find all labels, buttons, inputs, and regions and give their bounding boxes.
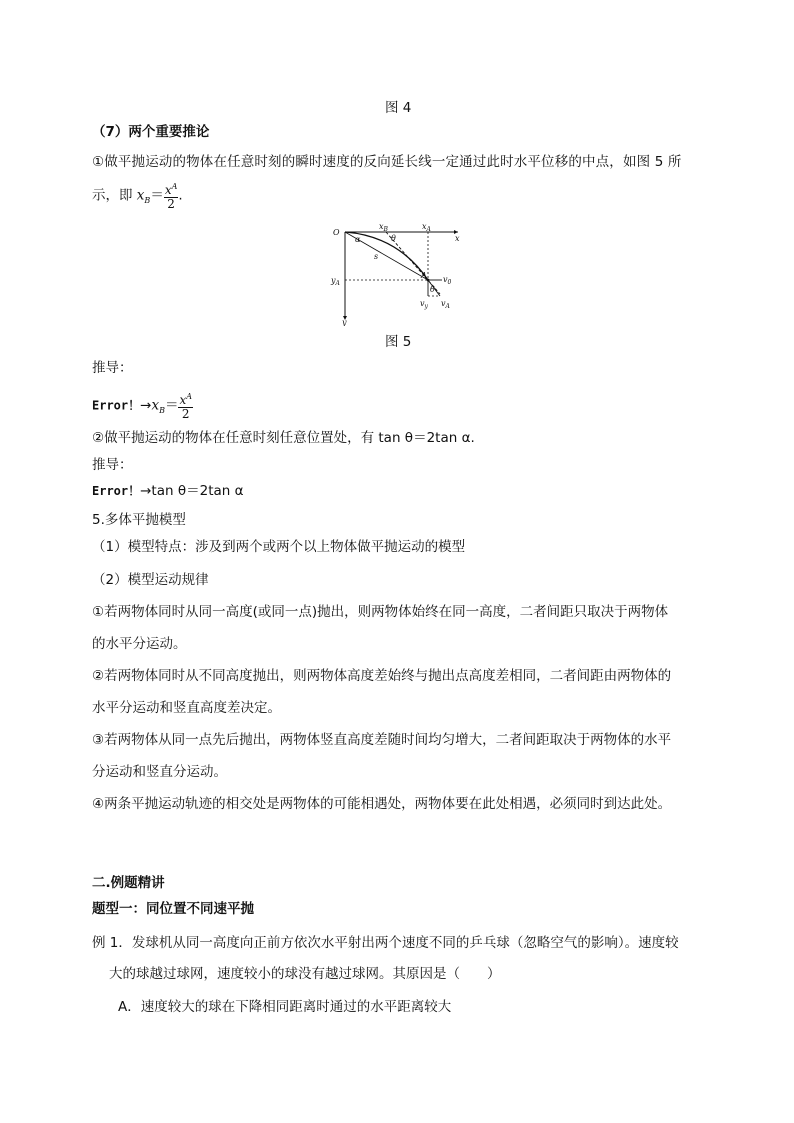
- label-xB-main: x: [379, 222, 384, 231]
- derivation-1-num: x: [179, 393, 187, 407]
- label-vA-main: v: [441, 299, 446, 308]
- rule-2-line-2: 水平分运动和竖直高度差决定。: [92, 700, 281, 716]
- rule-4: ④两条平抛运动轨迹的相交处是两物体的可能相遇处，两物体要在此处相遇，必须同时到达此处。: [92, 796, 672, 812]
- rule-1-line-2: 的水平分运动。: [92, 636, 187, 652]
- formula-eq: ＝: [150, 187, 164, 204]
- formula-fraction: [164, 180, 179, 211]
- formula-num-sup: A: [171, 182, 178, 191]
- label-theta-2: θ: [430, 285, 435, 294]
- label-vy: [420, 299, 429, 310]
- label-yA-sub: A: [335, 280, 340, 287]
- derivation-1-eq: ＝: [164, 397, 179, 414]
- derivation-2-label: 推导：: [92, 457, 133, 473]
- rule-3-line-2: 分运动和竖直分运动。: [92, 764, 227, 780]
- section-5-title: 5.多体平抛模型: [92, 512, 186, 528]
- label-yA-main: y: [331, 276, 336, 285]
- derivation-1-den: 2: [181, 407, 190, 421]
- inference-1-prefix: 示，即: [92, 187, 137, 204]
- label-v0-main: v: [443, 275, 448, 284]
- rule-2-line-1: ②若两物体同时从不同高度抛出，则两物体高度差始终与抛出点高度差相同，二者间距由两物体的: [92, 668, 672, 684]
- inference-2: ②做平抛运动的物体在任意时刻任意位置处，有 tan θ＝2tan α.: [92, 430, 475, 446]
- formula-den: 2: [167, 197, 175, 211]
- label-s: s: [374, 252, 379, 261]
- example-1-line-1: 例 1．发球机从同一高度向正前方依次水平射出两个速度不同的乒乓球（忽略空气的影响）。速度较: [92, 935, 679, 951]
- label-xB: [379, 222, 389, 233]
- formula-lhs: x: [136, 187, 145, 204]
- example-1-option-a: A．速度较大的球在下降相同距离时通过的水平距离较大: [118, 999, 452, 1015]
- model-features: （1）模型特点：涉及到两个或两个以上物体做平抛运动的模型: [92, 539, 466, 555]
- section-2-title: 二.例题精讲: [92, 875, 165, 891]
- label-v0-sub: 0: [447, 279, 452, 286]
- derivation-1: [92, 390, 193, 421]
- question-type-1-title: 题型一：同位置不同速平抛: [92, 901, 254, 917]
- derivation-1-fraction: [178, 390, 193, 421]
- error-text: Error！: [92, 398, 141, 413]
- rule-3-line-1: ③若两物体从同一点先后抛出，两物体竖直高度差随时间均匀增大，二者间距取决于两物体的水平: [92, 732, 672, 748]
- label-O: O: [333, 228, 340, 237]
- label-v0: [443, 275, 452, 286]
- model-rules-title: （2）模型运动规律: [92, 572, 209, 588]
- label-xA: [422, 222, 432, 233]
- derivation-1-label: 推导：: [92, 360, 133, 376]
- derivation-2: [92, 481, 244, 501]
- label-yA: [330, 276, 341, 287]
- derivation-1-lhs-sub: B: [159, 406, 165, 416]
- inference-1-line-1: ①做平抛运动的物体在任意时刻的瞬时速度的反向延长线一定通过此时水平位移的中点，如图 5 所: [92, 154, 682, 170]
- derivation-1-lhs: x: [151, 397, 160, 414]
- label-vy-main: v: [420, 299, 425, 308]
- label-A: A: [421, 271, 427, 280]
- section-7-title: （7）两个重要推论: [92, 124, 210, 140]
- example-1-line-2: 大的球越过球网，速度较小的球没有越过球网。其原因是（ ）: [109, 966, 501, 982]
- inference-1-line-2: [92, 180, 183, 211]
- formula-num: x: [164, 183, 172, 197]
- point-A: [427, 279, 430, 282]
- figure-5-diagram: [328, 222, 464, 326]
- label-vy-sub: y: [424, 303, 428, 310]
- derivation-2-rest: →tan θ＝2tan α: [140, 483, 244, 499]
- label-xB-sub: B: [383, 226, 388, 233]
- label-xA-main: x: [422, 222, 427, 231]
- formula-end: .: [178, 187, 183, 204]
- error-text-2: Error！: [92, 484, 141, 498]
- label-theta: θ: [391, 234, 396, 243]
- label-x: x: [455, 234, 460, 243]
- label-y: y: [342, 318, 347, 326]
- label-vA: [441, 299, 451, 310]
- rule-1-line-1: ①若两物体同时从同一高度(或同一点)抛出，则两物体始终在同一高度，二者间距只取决于两物体: [92, 604, 669, 620]
- arrow: →: [140, 397, 152, 414]
- derivation-1-num-sup: A: [186, 392, 193, 401]
- figure-5-caption: 图 5: [385, 334, 412, 350]
- label-vA-sub: A: [445, 303, 450, 310]
- formula-lhs-sub: B: [144, 196, 151, 206]
- label-xA-sub: A: [426, 226, 431, 233]
- figure-4-caption: 图 4: [385, 100, 412, 116]
- label-alpha: α: [355, 235, 361, 244]
